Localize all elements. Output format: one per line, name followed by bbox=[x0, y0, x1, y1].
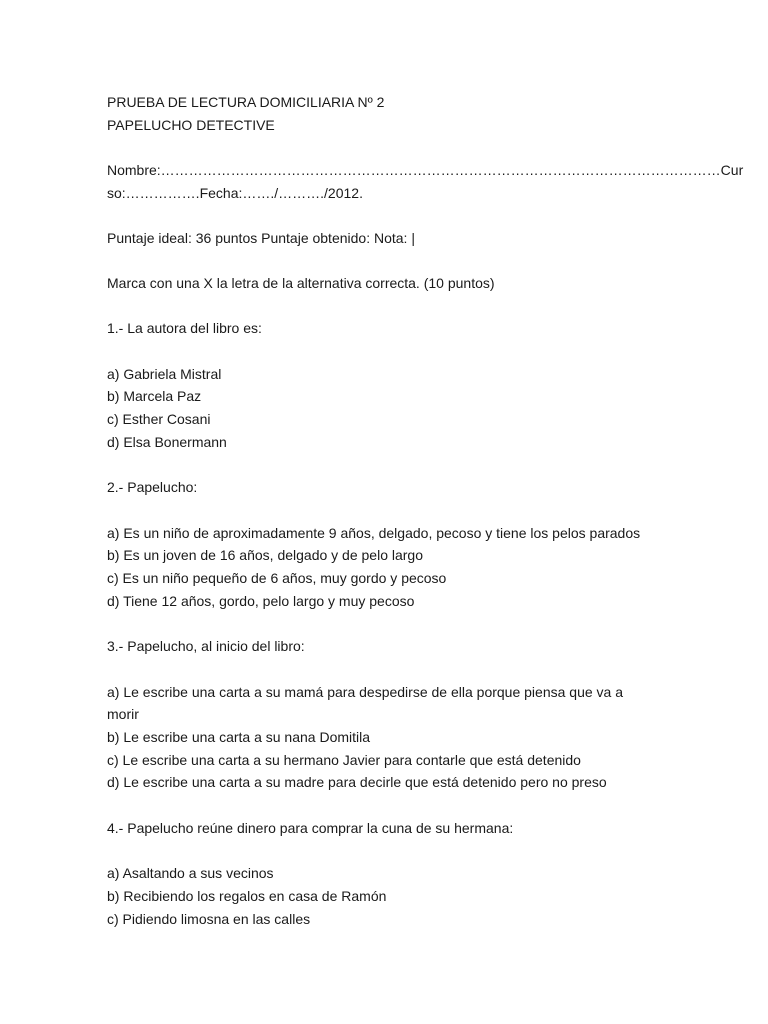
question-3: 3.- Papelucho, al inicio del libro: bbox=[107, 638, 305, 654]
instructions: Marca con una X la letra de la alternativa correcta. (10 puntos) bbox=[107, 275, 495, 291]
question-1-option-a: a) Gabriela Mistral bbox=[107, 366, 222, 382]
curso-fecha-field-line: so:…………….Fecha:……./………./2012. bbox=[107, 185, 363, 201]
question-1-option-d: d) Elsa Bonermann bbox=[107, 434, 227, 450]
document-title: PRUEBA DE LECTURA DOMICILIARIA Nº 2 bbox=[107, 94, 385, 110]
question-2-option-b: b) Es un joven de 16 años, delgado y de pelo largo bbox=[107, 547, 424, 563]
document-subtitle: PAPELUCHO DETECTIVE bbox=[107, 117, 275, 133]
nombre-field-line: Nombre:…………………………………………………………………………………………………………Cur bbox=[107, 162, 744, 178]
question-2-option-d: d) Tiene 12 años, gordo, pelo largo y muy pecoso bbox=[107, 593, 415, 609]
question-4-option-b: b) Recibiendo los regalos en casa de Ramón bbox=[107, 888, 387, 904]
question-2-option-c: c) Es un niño pequeño de 6 años, muy gordo y pecoso bbox=[107, 570, 447, 586]
question-1: 1.- La autora del libro es: bbox=[107, 320, 262, 336]
question-1-option-c: c) Esther Cosani bbox=[107, 411, 211, 427]
question-4: 4.- Papelucho reúne dinero para comprar la cuna de su hermana: bbox=[107, 820, 514, 836]
score-line: Puntaje ideal: 36 puntos Puntaje obtenido: Nota: | bbox=[107, 230, 415, 246]
question-3-option-a-continued: morir bbox=[107, 706, 139, 722]
question-4-option-c: c) Pidiendo limosna en las calles bbox=[107, 911, 311, 927]
question-3-option-d: d) Le escribe una carta a su madre para decirle que está detenido pero no preso bbox=[107, 774, 607, 790]
question-2: 2.- Papelucho: bbox=[107, 479, 198, 495]
question-3-option-a: a) Le escribe una carta a su mamá para despedirse de ella porque piensa que va a bbox=[107, 684, 623, 700]
question-2-option-a: a) Es un niño de aproximadamente 9 años, delgado, pecoso y tiene los pelos parados bbox=[107, 525, 641, 541]
question-3-option-c: c) Le escribe una carta a su hermano Javier para contarle que está detenido bbox=[107, 752, 581, 768]
question-4-option-a: a) Asaltando a sus vecinos bbox=[107, 865, 274, 881]
question-1-option-b: b) Marcela Paz bbox=[107, 388, 202, 404]
question-3-option-b: b) Le escribe una carta a su nana Domitila bbox=[107, 729, 371, 745]
